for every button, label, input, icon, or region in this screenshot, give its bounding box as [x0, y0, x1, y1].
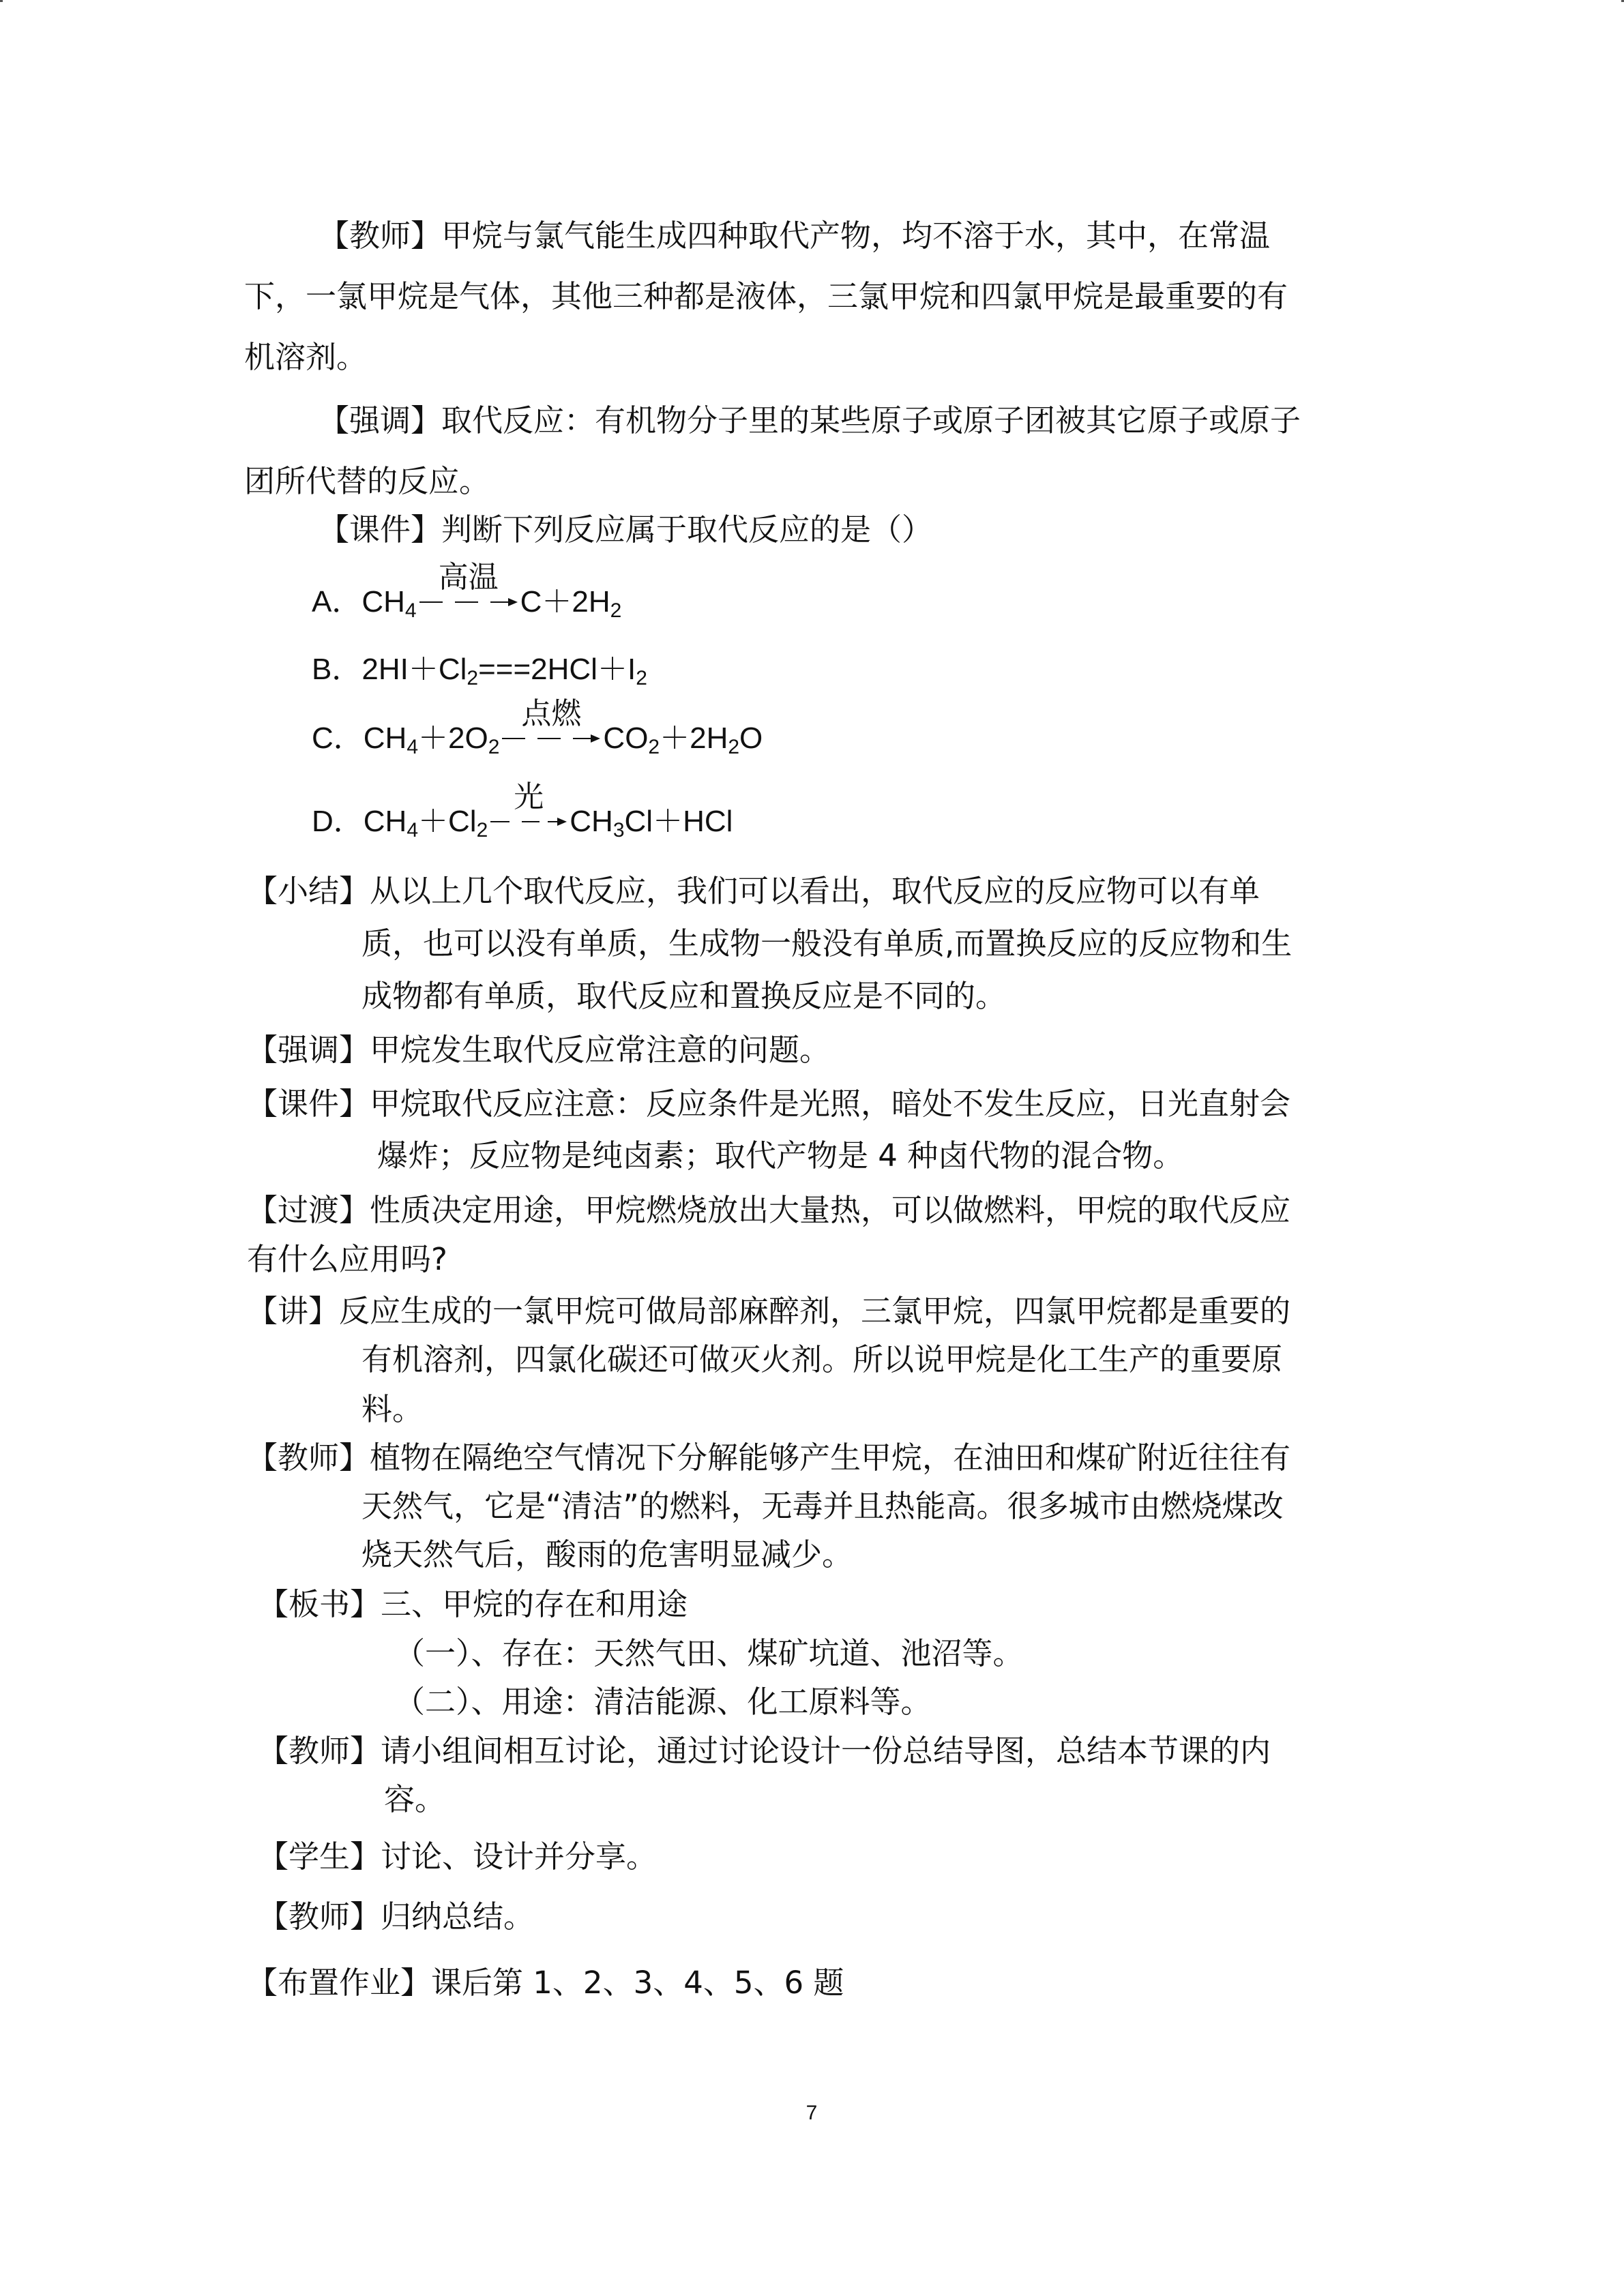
text-line: 爆炸；反应物是纯卤素；取代产物是 4 种卤代物的混合物。: [377, 1137, 1184, 1174]
text-line: 【板书】三、甲烷的存在和用途: [258, 1586, 688, 1622]
reaction-condition: 点燃: [521, 696, 582, 731]
text-line: （二）、用途：清洁能源、化工原料等。: [394, 1684, 932, 1720]
text-line: 有机溶剂，四氯化碳还可做灭火剂。所以说甲烷是化工生产的重要原: [361, 1341, 1283, 1377]
text-line: 【教师】甲烷与氯气能生成四种取代产物，均不溶于水，其中，在常温: [319, 218, 1271, 254]
text-line: 质，也可以没有单质，生成物一般没有单质,而置换反应的反应物和生: [361, 925, 1293, 961]
text-line: 【课件】判断下列反应属于取代反应的是（）: [319, 511, 933, 548]
text-line: 【小结】从以上几个取代反应，我们可以看出，取代反应的反应物可以有单: [247, 873, 1260, 909]
text-line: 团所代替的反应。: [244, 463, 490, 499]
text-line: 【强调】取代反应：有机物分子里的某些原子或原子团被其它原子或原子: [319, 402, 1301, 438]
option-d: D．$CH_4+Cl_2$ 光 $CH_3Cl+HCl$: [312, 801, 733, 842]
text-line: 天然气，它是“清洁”的燃料，无毒并且热能高。很多城市由燃烧煤改: [361, 1488, 1284, 1524]
text-line: 【教师】归纳总结。: [258, 1898, 535, 1935]
corner-mark: [1621, 0, 1624, 2]
text-line: （一）、存在：天然气田、煤矿坑道、池沼等。: [394, 1635, 1024, 1671]
text-line: 【过渡】性质决定用途，甲烷燃烧放出大量热，可以做燃料，甲烷的取代反应: [247, 1192, 1291, 1228]
reaction-condition: 光: [514, 779, 544, 814]
corner-mark: [0, 0, 3, 2]
reaction-arrow: [488, 779, 570, 842]
text-line: 【强调】甲烷发生取代反应常注意的问题。: [247, 1032, 831, 1068]
text-line: 【课件】甲烷取代反应注意：反应条件是光照，暗处不发生反应，日光直射会: [247, 1086, 1291, 1122]
text-line: 机溶剂。: [244, 339, 368, 375]
text-line: 下，一氯甲烷是气体，其他三种都是液体，三氯甲烷和四氯甲烷是最重要的有: [244, 278, 1288, 314]
reaction-arrow: [417, 560, 520, 623]
option-a: A．$CH_4$ 高温 $C+2H_2$: [312, 582, 621, 623]
page-number: 7: [806, 2102, 818, 2124]
reaction-arrow: [499, 696, 603, 759]
text-line: 成物都有单质，取代反应和置换反应是不同的。: [361, 978, 1007, 1014]
text-line: 【布置作业】课后第 1、2、3、4、5、6 题: [247, 1965, 844, 2001]
option-label: D．: [312, 805, 364, 838]
text-line: 【教师】植物在隔绝空气情况下分解能够产生甲烷，在油田和煤矿附近往往有: [247, 1440, 1291, 1476]
reaction-condition: 高温: [438, 560, 499, 595]
option-label: C．: [312, 721, 364, 755]
option-label: B．: [312, 653, 362, 686]
option-c: C．$CH_4+2O_2$ 点燃 $CO_2+2H_2O$: [312, 718, 763, 759]
option-label: A．: [312, 585, 362, 618]
text-line: 【教师】请小组间相互讨论，通过讨论设计一份总结导图，总结本节课的内: [258, 1733, 1271, 1769]
text-line: 容。: [384, 1781, 446, 1817]
text-line: 料。: [361, 1391, 424, 1427]
text-line: 烧天然气后，酸雨的危害明显减少。: [361, 1536, 853, 1572]
option-b: B．$2HI+Cl_2===2HCl+I_2$: [312, 653, 647, 689]
text-line: 有什么应用吗?: [247, 1241, 447, 1277]
text-line: 【学生】讨论、设计并分享。: [258, 1838, 658, 1875]
text-line: 【讲】反应生成的一氯甲烷可做局部麻醉剂，三氯甲烷，四氯甲烷都是重要的: [247, 1293, 1291, 1329]
